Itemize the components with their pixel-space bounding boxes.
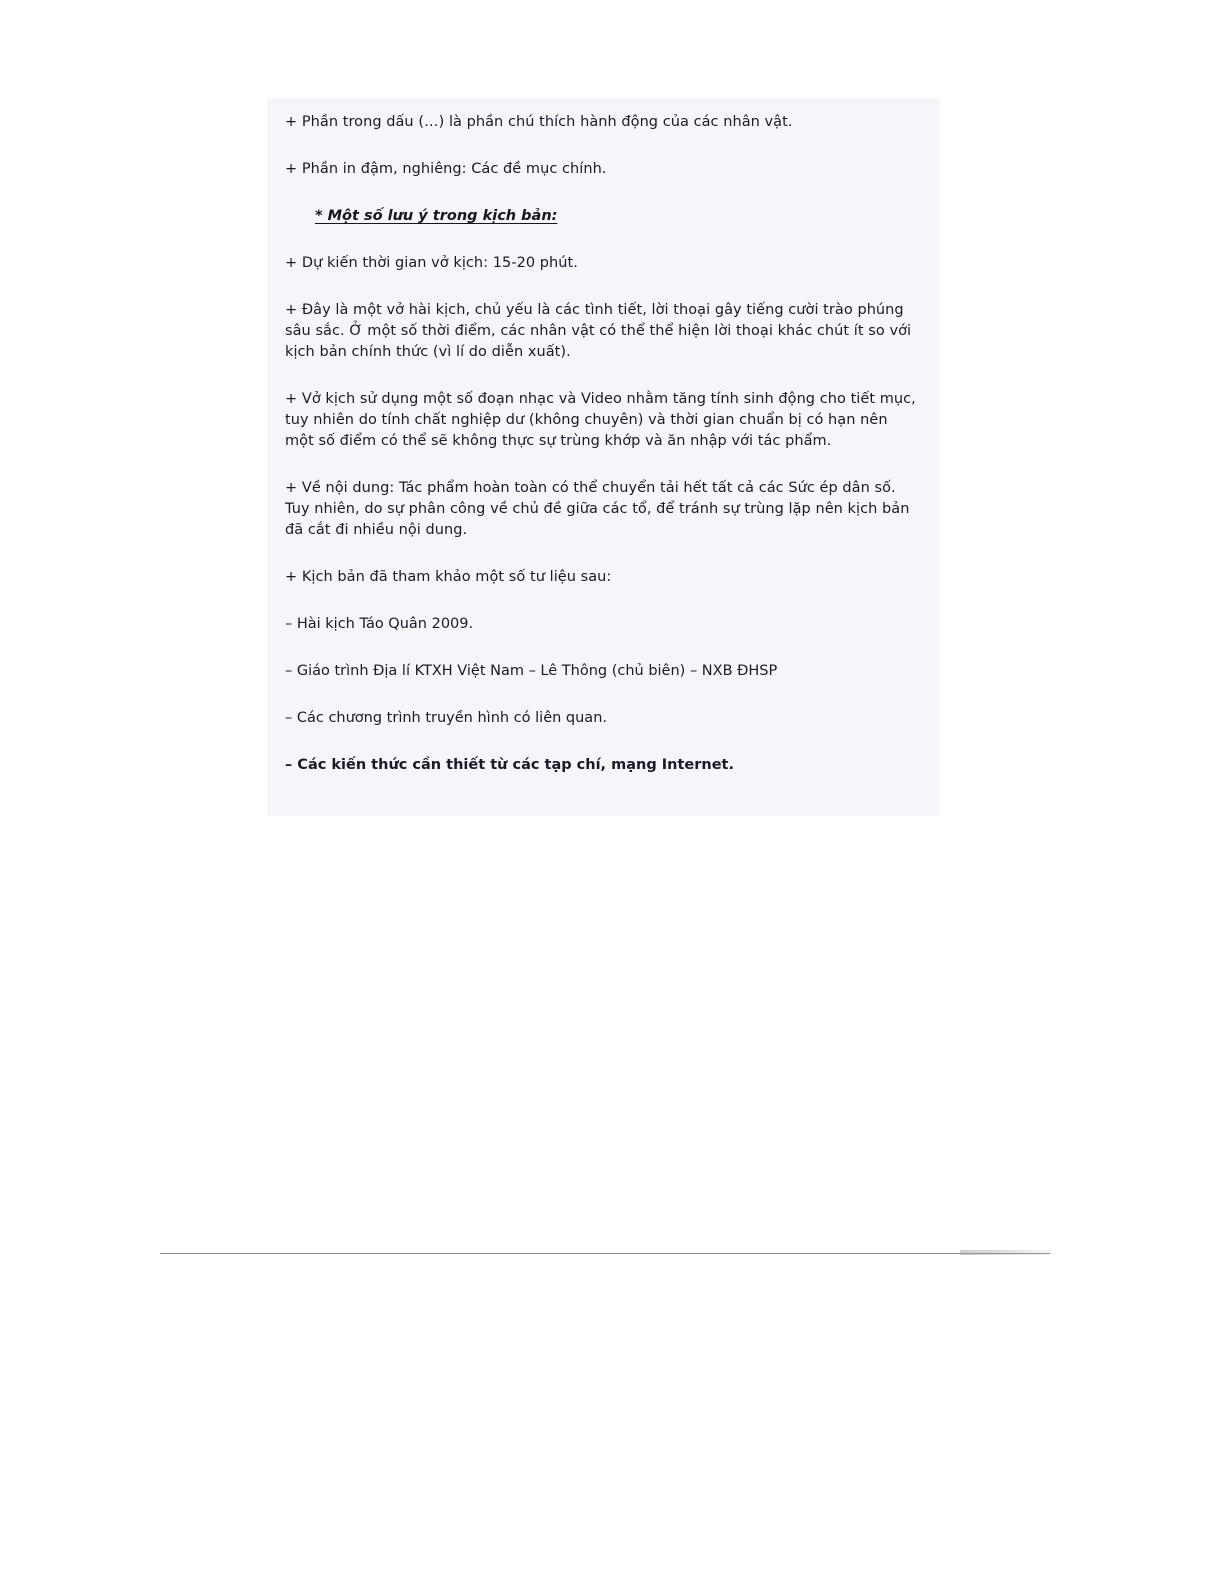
reference-item: – Giáo trình Địa lí KTXH Việt Nam – Lê Thông (chủ biên) – NXB ĐHSP bbox=[285, 663, 778, 680]
paragraph-spacer bbox=[267, 588, 940, 614]
paragraph-spacer bbox=[267, 682, 940, 708]
document-text-block bbox=[267, 98, 940, 816]
paragraph-spacer bbox=[267, 729, 940, 755]
footer-divider bbox=[160, 1253, 1050, 1254]
note-duration: + Dự kiến thời gian vở kịch: 15-20 phút. bbox=[285, 255, 578, 272]
paragraph-note-parentheses: + Phần trong dấu (…) là phần chú thích hành động của các nhân vật. bbox=[285, 114, 793, 130]
paragraph-spacer bbox=[267, 274, 940, 300]
paragraph-bold-italic-note: + Phần in đậm, nghiêng: Các đề mục chính. bbox=[285, 161, 607, 178]
paragraph-spacer bbox=[267, 541, 940, 567]
paragraph-spacer bbox=[267, 133, 940, 159]
paragraph-spacer bbox=[267, 635, 940, 661]
section-heading bbox=[267, 206, 940, 227]
note-content-scope: + Về nội dung: Tác phẩm hoàn toàn có thể chuyển tải hết tất cả các Sức ép dân số. Tuy nhiên, do sự phân công về chủ đề giữa các tổ, để tránh sự trùng lặp nên kịch bản đã cắt đi nhiều nội dung. bbox=[285, 480, 910, 539]
footer-divider-fade bbox=[960, 1250, 1052, 1255]
paragraph-spacer bbox=[267, 363, 940, 389]
note-references-intro: + Kịch bản đã tham khảo một số tư liệu sau: bbox=[285, 569, 612, 586]
section-heading-text: * Một số lưu ý trong kịch bản: bbox=[315, 208, 558, 225]
paragraph-spacer bbox=[267, 180, 940, 206]
reference-item: – Hài kịch Táo Quân 2009. bbox=[285, 616, 474, 633]
paragraph-spacer bbox=[267, 452, 940, 478]
paragraph-spacer bbox=[267, 227, 940, 253]
reference-item: – Các chương trình truyền hình có liên quan. bbox=[285, 710, 607, 727]
note-comedy-style: + Đây là một vở hài kịch, chủ yếu là các tình tiết, lời thoại gây tiếng cười trào phúng sâu sắc. Ở một số thời điểm, các nhân vật có thể thể hiện lời thoại khác chút ít so với kịch bản chính thức (vì lí do diễn xuất). bbox=[285, 302, 912, 361]
note-music-video: + Vở kịch sử dụng một số đoạn nhạc và Video nhằm tăng tính sinh động cho tiết mục, tuy nhiên do tính chất nghiệp dư (không chuyên) và thời gian chuẩn bị có hạn nên một số điểm có thể sẽ không thực sự trùng khớp và ăn nhập với tác phẩm. bbox=[285, 391, 916, 450]
reference-item: – Các kiến thức cần thiết từ các tạp chí, mạng Internet. bbox=[285, 757, 734, 774]
